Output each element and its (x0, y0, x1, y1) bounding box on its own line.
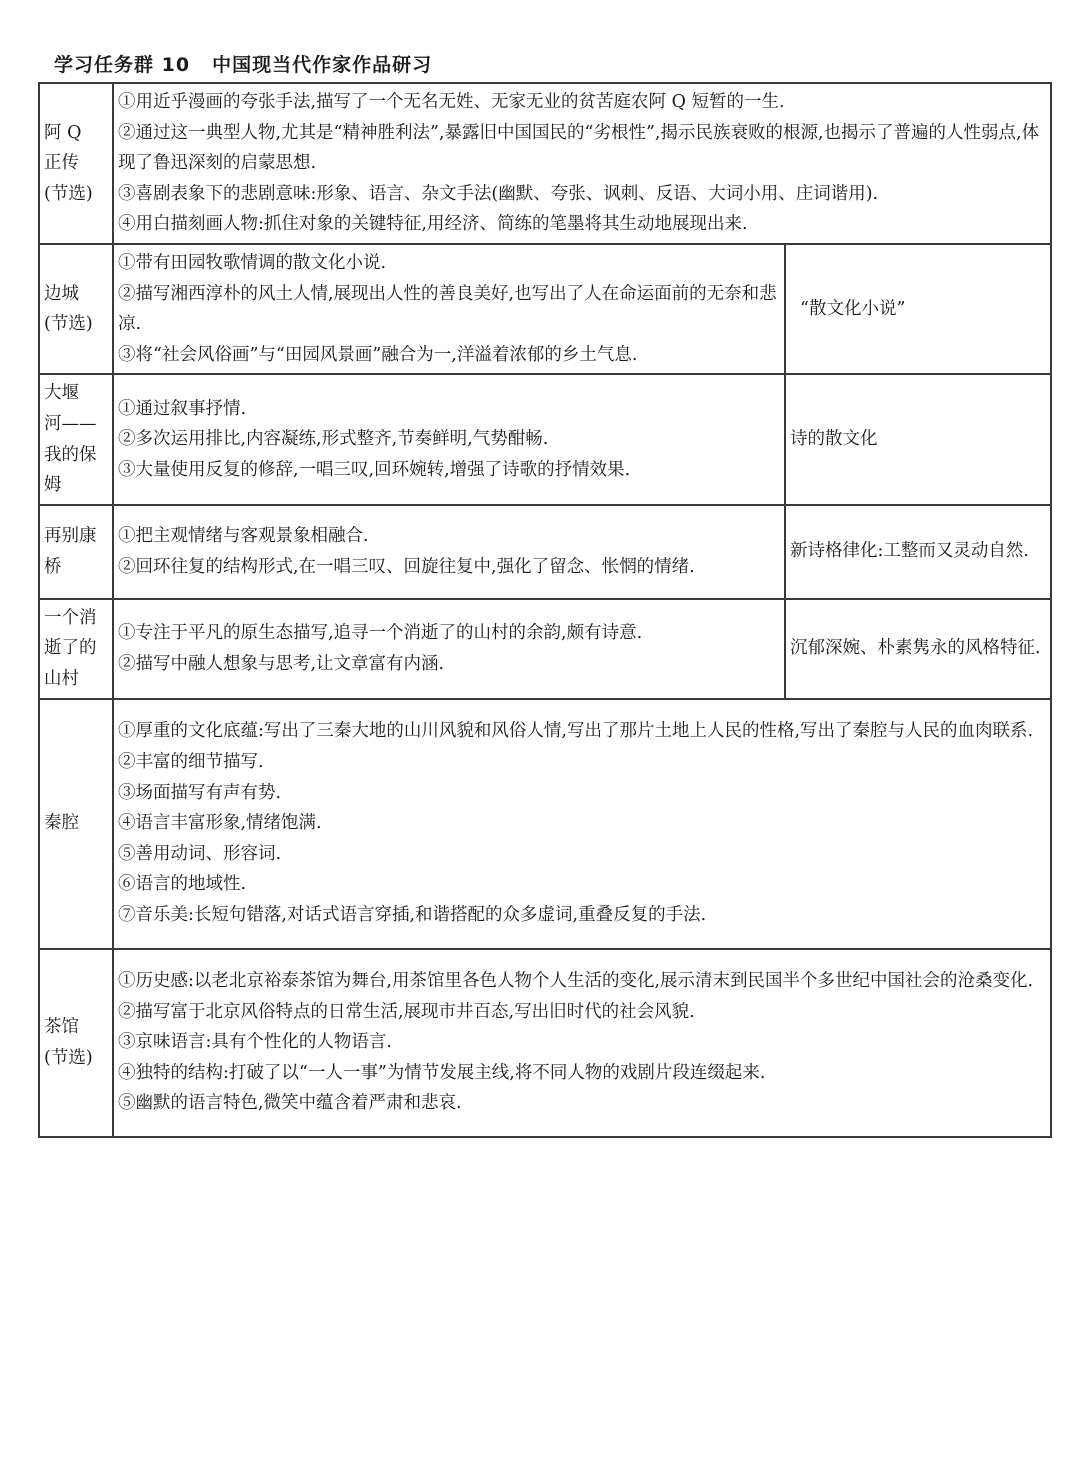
point-text: ①通过叙事抒情. (118, 398, 247, 419)
work-title-line: 再别康 (44, 526, 97, 547)
points-cell (113, 505, 785, 599)
point-text: ①历史感:以老北京裕泰茶馆为舞台,用茶馆里各色人物个人生活的变化,展示清末到民国半个多世纪中国社会的沧桑变化. (118, 971, 1034, 992)
point-text: ①专注于平凡的原生态描写,追寻一个消逝了的山村的余韵,颇有诗意. (118, 623, 643, 644)
point-text: ③将“社会风俗画”与“田园风景画”融合为一,洋溢着浓郁的乡土气息. (118, 344, 638, 365)
work-title-cell (39, 505, 113, 599)
point-text: ④用白描刻画人物:抓住对象的关键特征,用经济、简练的笔墨将其生动地展现出来. (118, 214, 748, 235)
point-text: ②描写中融人想象与思考,让文章富有内涵. (118, 653, 445, 674)
point-text: ③喜剧表象下的悲剧意味:形象、语言、杂文手法(幽默、夸张、讽刺、反语、大词小用、庄词谐用). (118, 183, 879, 204)
table-row-cha-guan (39, 949, 1051, 1137)
points-cell (113, 244, 785, 374)
point-text: ②通过这一典型人物,尤其是“精神胜利法”,暴露旧中国国民的“劣根性”,揭示民族衰败的根源,也揭示了普遍的人性弱点,体现了鲁迅深刻的启蒙思想. (118, 122, 1040, 174)
point-text: ③京味语言:具有个性化的人物语言. (118, 1032, 392, 1053)
table-row-da-yan-he (39, 374, 1051, 504)
topic-label: 中国现当代作家作品研习 (212, 54, 433, 76)
point-text: ⑥语言的地域性. (118, 874, 247, 895)
work-title-cell (39, 949, 113, 1137)
point-text: ②丰富的细节描写. (118, 752, 264, 773)
feature-cell (785, 374, 1051, 504)
point-text: ②描写湘西淳朴的风土人情,展现出人性的善良美好,也写出了人在命运面前的无奈和悲凉. (118, 283, 777, 335)
work-title-line: 正传 (44, 153, 79, 174)
point-text: ③场面描写有声有势. (118, 782, 282, 803)
work-title-line: 山村 (44, 668, 79, 689)
point-text: ②回环往复的结构形式,在一唱三叹、回旋往复中,强化了留念、怅惘的情绪. (118, 556, 695, 577)
work-title-line: 边城 (44, 283, 79, 304)
point-text: ①带有田园牧歌情调的散文化小说. (118, 252, 387, 273)
work-title-cell (39, 244, 113, 374)
feature-text: 沉郁深婉、朴素隽永的风格特征. (790, 638, 1041, 659)
feature-text: 诗的散文化 (790, 429, 878, 450)
works-table (38, 82, 1052, 1138)
points-cell (113, 374, 785, 504)
point-text: ④独特的结构:打破了以“一人一事”为情节发展主线,将不同人物的戏剧片段连缀起来. (118, 1062, 766, 1083)
table-row-ah-q (39, 83, 1051, 244)
work-title-cell (39, 599, 113, 699)
point-text: ⑤善用动词、形容词. (118, 843, 282, 864)
point-text: ②多次运用排比,内容凝练,形式整齐,节奏鲜明,气势酣畅. (118, 429, 549, 450)
feature-cell (785, 599, 1051, 699)
work-title-line: 大堰 (44, 383, 79, 404)
point-text: ①用近乎漫画的夸张手法,描写了一个无名无姓、无家无业的贫苦庭农阿 Q 短暂的一生. (118, 92, 785, 112)
work-title-line: 一个消 (44, 607, 97, 628)
work-title-line: 桥 (44, 556, 62, 577)
points-cell (113, 83, 1051, 244)
points-cell (113, 949, 1051, 1137)
table-row-zai-bie-kang-qiao (39, 505, 1051, 599)
work-title-cell (39, 374, 113, 504)
work-title-line: (节选) (44, 1047, 93, 1068)
work-title-line: 阿 Q (44, 122, 82, 143)
point-text: ⑤幽默的语言特色,微笑中蕴含着严肃和悲哀. (118, 1093, 462, 1114)
work-title-line: 逝了的 (44, 638, 97, 659)
point-text: ①把主观情绪与客观景象相融合. (118, 526, 369, 547)
work-title-cell (39, 699, 113, 949)
point-text: ③大量使用反复的修辞,一唱三叹,回环婉转,增强了诗歌的抒情效果. (118, 459, 631, 480)
work-title-line: (节选) (44, 183, 93, 204)
points-cell (113, 699, 1051, 949)
task-group-label: 学习任务群 10 (54, 54, 191, 76)
work-title-line: 河—— (44, 413, 97, 434)
table-row-bian-cheng (39, 244, 1051, 374)
work-title-line: 茶馆 (44, 1016, 79, 1037)
work-title-line: (节选) (44, 314, 93, 335)
work-title-line: 秦腔 (44, 813, 79, 834)
point-text: ④语言丰富形象,情绪饱满. (118, 813, 322, 834)
point-text: ⑦音乐美:长短句错落,对话式语言穿插,和谐搭配的众多虚词,重叠反复的手法. (118, 904, 707, 925)
table-row-qin-qiang (39, 699, 1051, 949)
work-title-cell (39, 83, 113, 244)
work-title-line: 姆 (44, 475, 62, 496)
page-title (54, 50, 432, 77)
feature-text: 新诗格律化:工整而又灵动自然. (790, 541, 1029, 562)
feature-cell (785, 505, 1051, 599)
point-text: ②描写富于北京风俗特点的日常生活,展现市井百态,写出旧时代的社会风貌. (118, 1001, 695, 1022)
point-text: ①厚重的文化底蕴:写出了三秦大地的山川风貌和风俗人情,写出了那片土地上人民的性格,写出了秦腔与人民的血肉联系. (118, 721, 1034, 742)
feature-text: “散文化小说” (800, 298, 906, 319)
feature-cell (785, 244, 1051, 374)
points-cell (113, 599, 785, 699)
table-row-xiao-shi-de-shan-cun (39, 599, 1051, 699)
work-title-line: 我的保 (44, 444, 97, 465)
